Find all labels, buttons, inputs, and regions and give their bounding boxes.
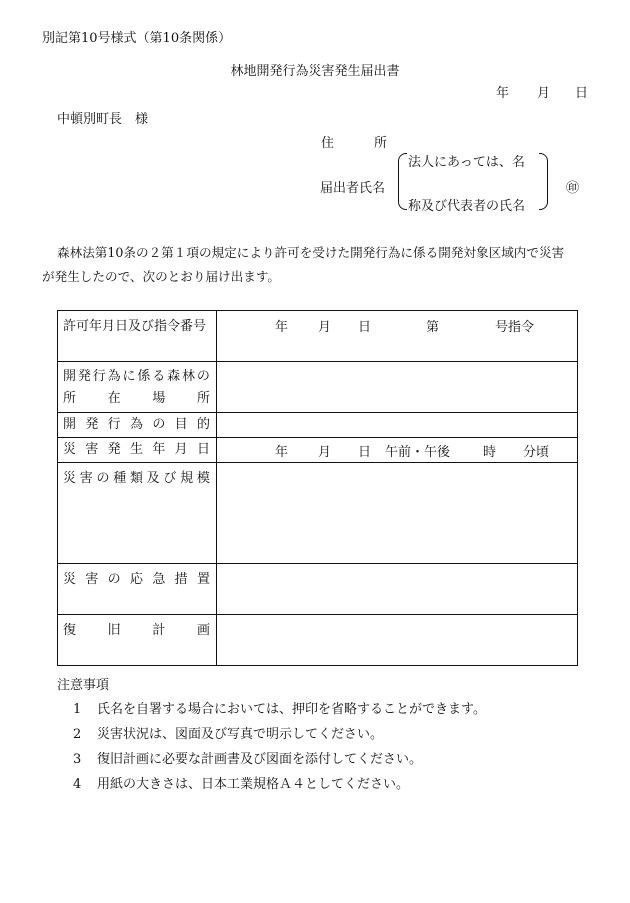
table-row-purpose <box>58 413 578 438</box>
disaster-date-value-cell[interactable] <box>217 438 578 463</box>
disaster-minute: 分頃 <box>523 445 550 460</box>
permit-year: 年 <box>275 320 289 335</box>
date-month: 月 <box>537 86 551 101</box>
report-table <box>57 310 578 666</box>
note-item: 3 復旧計画に必要な計画書及び図面を添付してください。 <box>73 752 423 767</box>
date-year: 年 <box>496 86 510 101</box>
form-number: 別記第10号様式（第10条関係） <box>42 31 232 46</box>
disaster-date-label-cell <box>58 438 217 463</box>
purpose-value-cell[interactable] <box>217 413 578 438</box>
bracket-left <box>398 153 407 210</box>
location-label-line1: 開 発 行 為 に 係 る 森 林 の <box>63 369 210 384</box>
table-row-disaster-date <box>58 438 578 463</box>
date-day: 日 <box>575 86 589 101</box>
recovery-label-cell <box>58 615 217 666</box>
note-item: 1 氏名を自署する場合においては、押印を省略することができます。 <box>73 702 486 717</box>
table-row-permit <box>58 311 578 362</box>
recovery-label: 復 旧 計 画 <box>63 623 210 638</box>
address-label: 住所 <box>321 136 428 151</box>
permit-month: 月 <box>318 320 332 335</box>
disaster-month: 月 <box>318 445 332 460</box>
note-item: 4 用紙の大きさは、日本工業規格Ａ４としてください。 <box>73 777 410 792</box>
seal-mark: ㊞ <box>566 181 580 196</box>
disaster-hour: 時 <box>483 445 497 460</box>
disaster-type-label-cell <box>58 463 217 564</box>
bracket-text-line1: 法人にあっては、名 <box>408 155 525 170</box>
note-item: 2 災害状況は、図面及び写真で明示してください。 <box>73 727 384 742</box>
disaster-ampm: 午前・午後 <box>385 445 451 460</box>
recovery-value-cell[interactable] <box>217 615 578 666</box>
location-value-cell[interactable] <box>217 362 578 413</box>
disaster-date-label: 災 害 発 生 年 月 日 <box>63 442 210 457</box>
table-row-location <box>58 362 578 413</box>
emergency-value-cell[interactable] <box>217 564 578 615</box>
emergency-label-cell <box>58 564 217 615</box>
location-label-line2: 所 在 場 所 <box>63 391 210 406</box>
disaster-day: 日 <box>358 445 372 460</box>
disaster-type-value-cell[interactable] <box>217 463 578 564</box>
body-text-line2: が発生したので、次のとおり届け出ます。 <box>42 269 281 284</box>
permit-gou: 号指令 <box>495 320 535 335</box>
bracket-right <box>539 153 548 210</box>
applicant-name-label: 届出者氏名 <box>320 181 386 196</box>
body-text-line1: 森林法第10条の２第１項の規定により許可を受けた開発行為に係る開発対象区域内で災害 <box>57 245 565 260</box>
location-label-cell <box>58 362 217 413</box>
permit-dai: 第 <box>426 320 440 335</box>
table-row-recovery <box>58 615 578 666</box>
emergency-label: 災 害 の 応 急 措 置 <box>63 572 210 587</box>
purpose-label-cell <box>58 413 217 438</box>
permit-value-cell <box>217 311 578 362</box>
addressee: 中頓別町長 様 <box>57 112 149 127</box>
disaster-year: 年 <box>275 445 289 460</box>
permit-label-cell <box>58 311 217 362</box>
document-title: 林地開発行為災害発生届出書 <box>230 64 400 79</box>
disaster-type-label: 災 害 の 種 類 及 び 規 模 <box>63 471 210 486</box>
bracket-text-line2: 称及び代表者の氏名 <box>408 199 526 214</box>
purpose-label: 開 発 行 為 の 目 的 <box>63 417 210 432</box>
notes-header: 注意事項 <box>57 678 110 693</box>
permit-day: 日 <box>358 320 372 335</box>
permit-label: 許可年月日及び指令番号 <box>63 319 207 334</box>
table-row-disaster-type <box>58 463 578 564</box>
table-row-emergency <box>58 564 578 615</box>
